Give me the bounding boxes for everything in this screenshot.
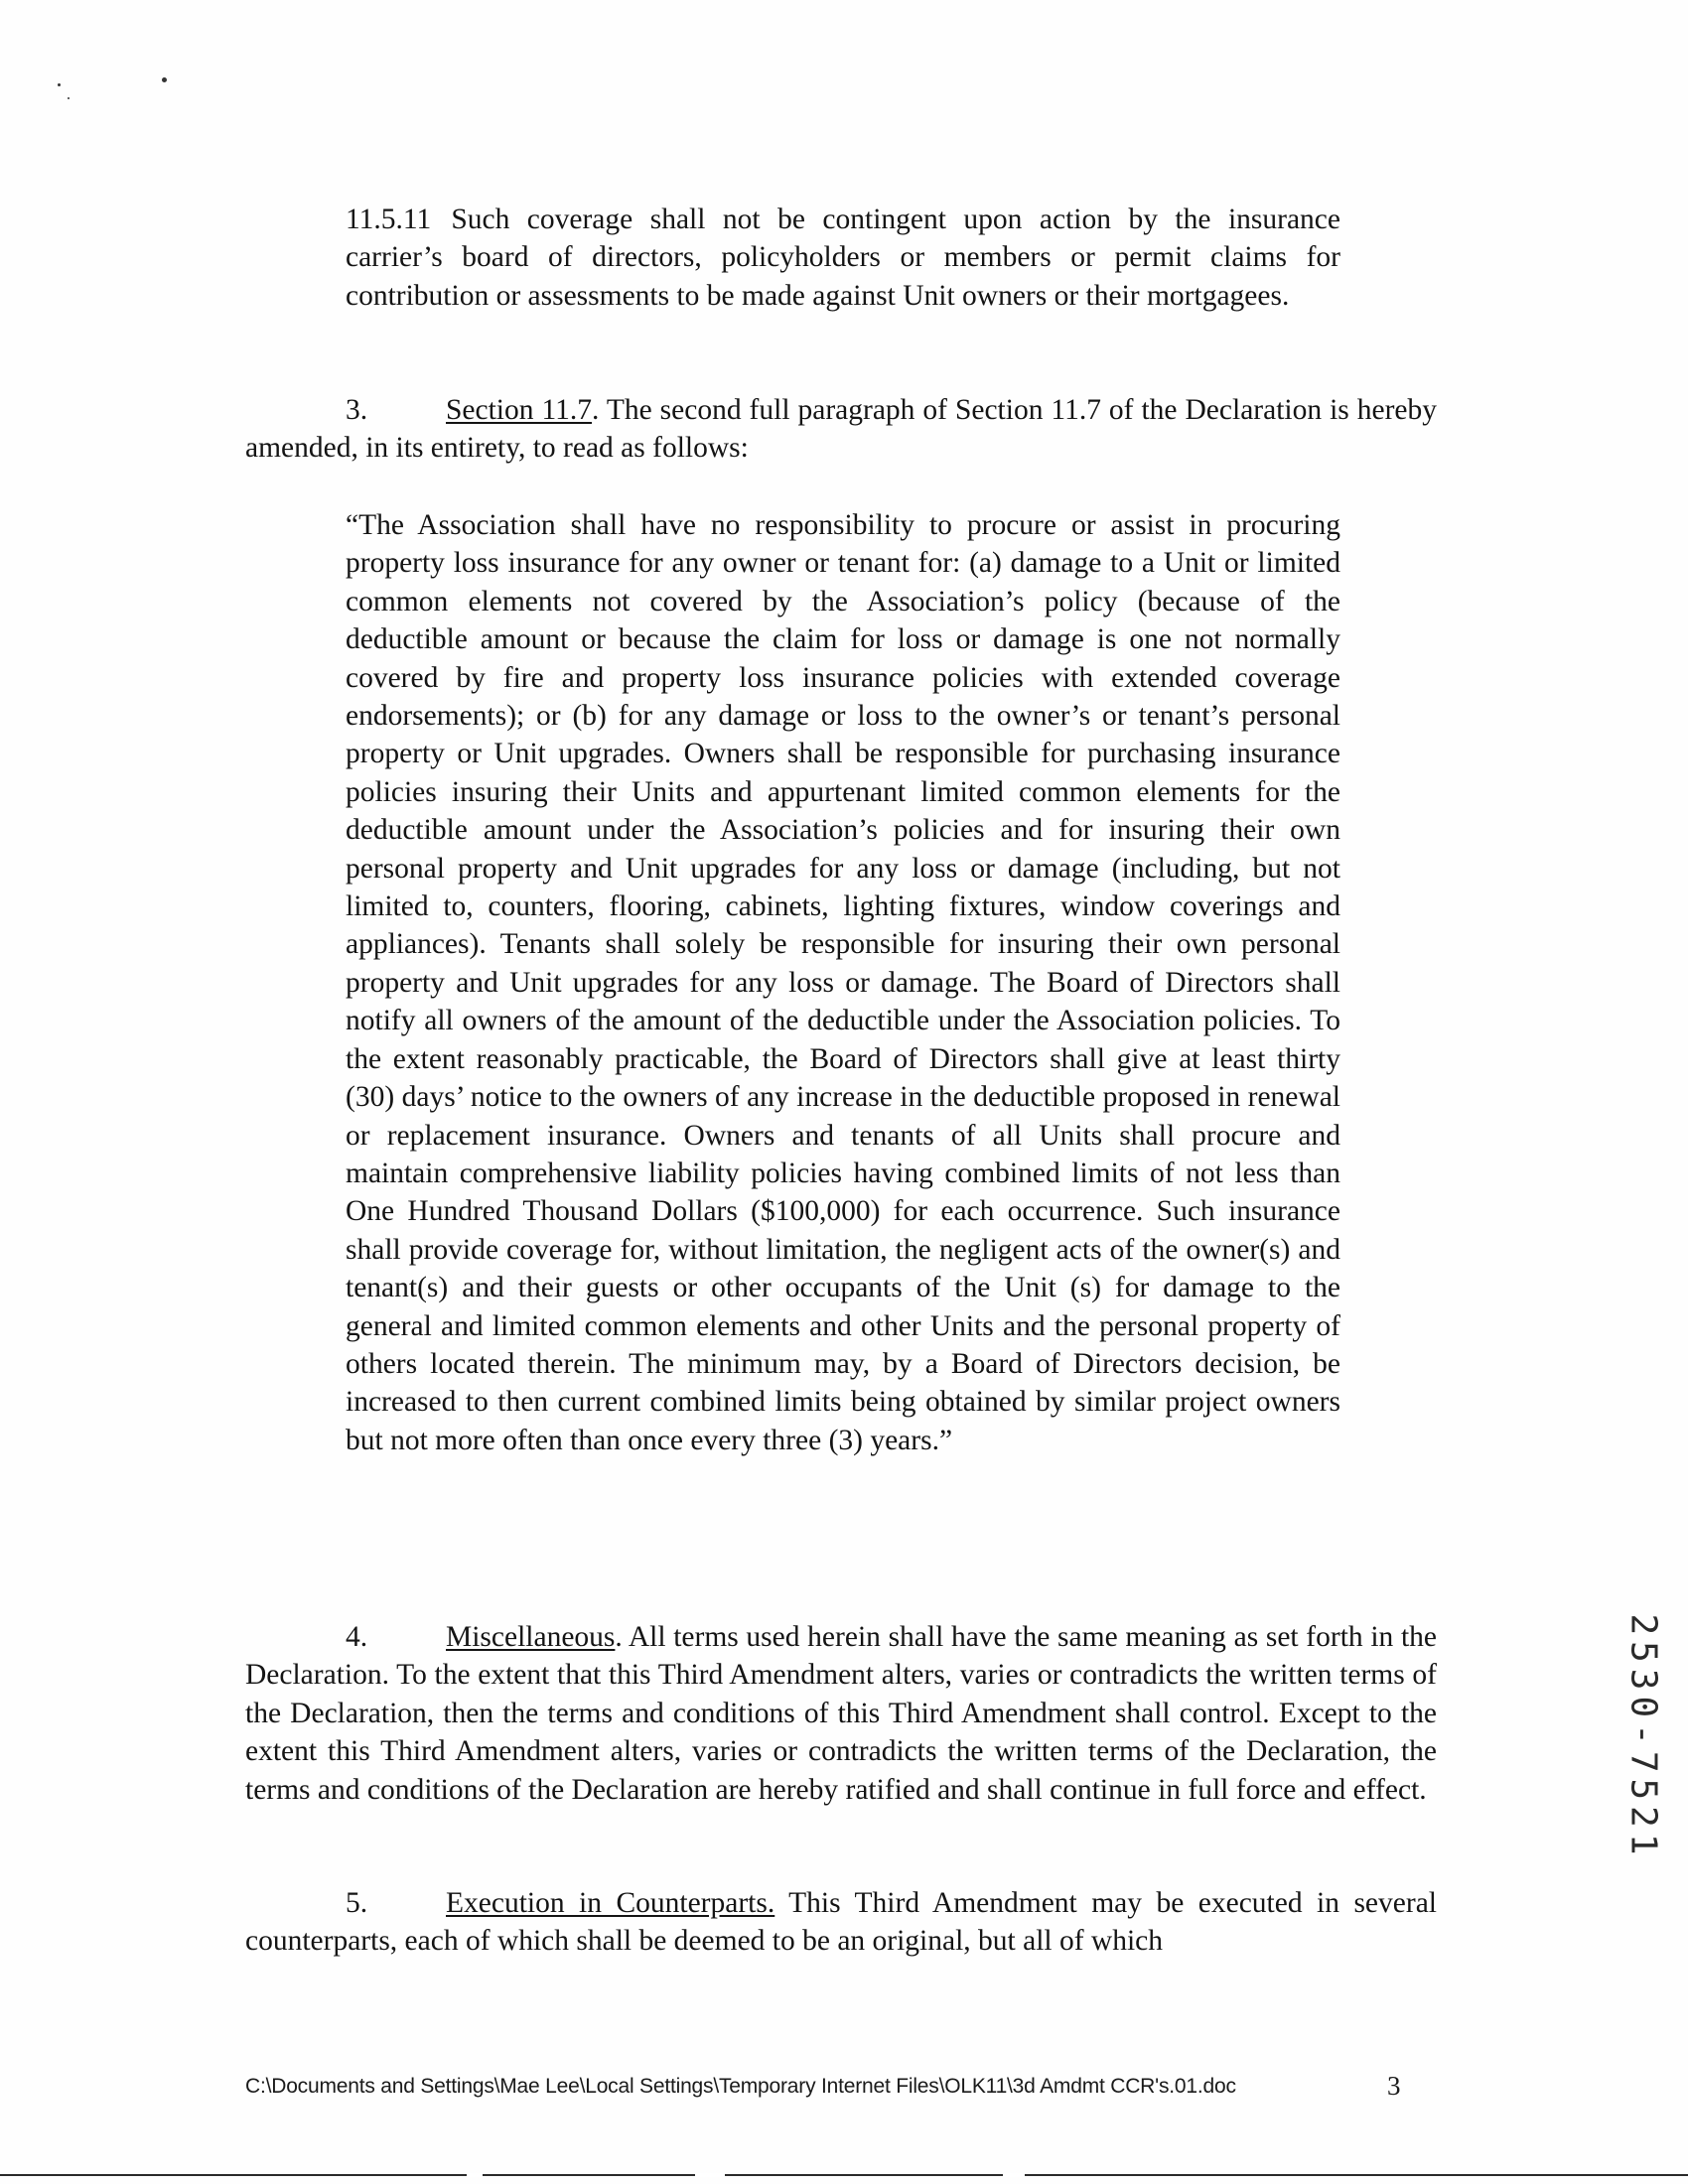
amended-paragraph-quote bbox=[346, 506, 1340, 1459]
quote-text: “The Association shall have no responsibility to procure or assist in procuring property loss insurance for any owner or tenant for: (a) damage to a Unit or limited common elements not covered by the Association’s policy (because of the deductible amount or because the claim for loss or damage is one not normally covered by fire and property loss insurance policies with extended coverage endorsements); or (b) for any damage or loss to the owner’s or tenant’s personal property or Unit upgrades. Owners shall be responsible for purchasing insurance policies insuring their Units and appurtenant limited common elements for the deductible amount under the Association’s policies and for insuring their own personal property and Unit upgrades for any loss or damage (including, but not limited to, counters, flooring, cabinets, lighting fixtures, window coverings and appliances). Tenants shall solely be responsible for insuring their own personal property and Unit upgrades for any loss or damage. The Board of Directors shall notify all owners of the amount of the deductible under the Association policies. To the extent reasonably practicable, the Board of Directors shall give at least thirty (30) days’ notice to the owners of any increase in the deductible proposed in renewal or replacement insurance. Owners and tenants of all Units shall procure and maintain comprehensive liability policies having combined limits of not less than One Hundred Thousand Dollars ($100,000) for each occurrence. Such insurance shall provide coverage for, without limitation, the negligent acts of the owner(s) and tenant(s) and their guests or other occupants of the Unit (s) for damage to the general and limited common elements and other Units and the personal property of others located therein. The minimum may, by a Board of Directors decision, be increased to then current combined limits being obtained by similar project owners but not more often than once every three (3) years.” bbox=[346, 509, 1340, 1456]
section-5 bbox=[245, 1884, 1437, 1961]
scan-edge-gap bbox=[467, 2173, 483, 2177]
clause-11-5-11 bbox=[346, 201, 1340, 315]
section-number: 4. bbox=[346, 1621, 368, 1653]
section-heading: Section 11.7 bbox=[446, 394, 592, 426]
scan-speck bbox=[58, 83, 61, 86]
scan-edge-gap bbox=[1003, 2173, 1025, 2177]
clause-number: 11.5.11 bbox=[346, 204, 432, 235]
scan-speck bbox=[68, 97, 70, 99]
scan-edge-line bbox=[0, 2174, 1688, 2176]
scan-speck bbox=[162, 77, 167, 82]
section-4 bbox=[245, 1618, 1437, 1809]
scan-edge-gap bbox=[695, 2173, 725, 2177]
footer-file-path: C:\Documents and Settings\Mae Lee\Local Settings\Temporary Internet Files\OLK11\3d Amdmt CCR's.01.doc bbox=[245, 2075, 1236, 2098]
section-number: 5. bbox=[346, 1887, 368, 1919]
clause-text: Such coverage shall not be contingent upon action by the insurance carrier’s board of directors, policyholders or members or permit claims for contribution or assessments to be made against Unit owners or their mortgagees. bbox=[346, 204, 1340, 312]
section-text: . All terms used herein shall have the same meaning as set forth in the Declaration. To the extent that this Third Amendment alters, varies or contradicts the written terms of the Declaration, then the terms and conditions of this Third Amendment shall control. Except to the extent this Third Amendment alters, varies or contradicts the written terms of the Declaration, the terms and conditions of the Declaration are hereby ratified and shall continue in full force and effect. bbox=[245, 1621, 1437, 1806]
section-number: 3. bbox=[346, 394, 368, 426]
recording-stamp bbox=[1623, 1593, 1663, 1881]
section-3 bbox=[245, 391, 1437, 468]
section-heading: Miscellaneous bbox=[446, 1621, 616, 1653]
recording-number: 2530-7521 bbox=[1622, 1613, 1664, 1861]
section-text: . The second full paragraph of Section 11.7 of the Declaration is hereby amended, in its entirety, to read as follows: bbox=[245, 394, 1437, 465]
section-text: This Third Amendment may be executed in several counterparts, each of which shall be deemed to be an original, but all of which bbox=[245, 1887, 1437, 1958]
page-number: 3 bbox=[1387, 2071, 1401, 2101]
section-heading: Execution in Counterparts. bbox=[446, 1887, 775, 1919]
